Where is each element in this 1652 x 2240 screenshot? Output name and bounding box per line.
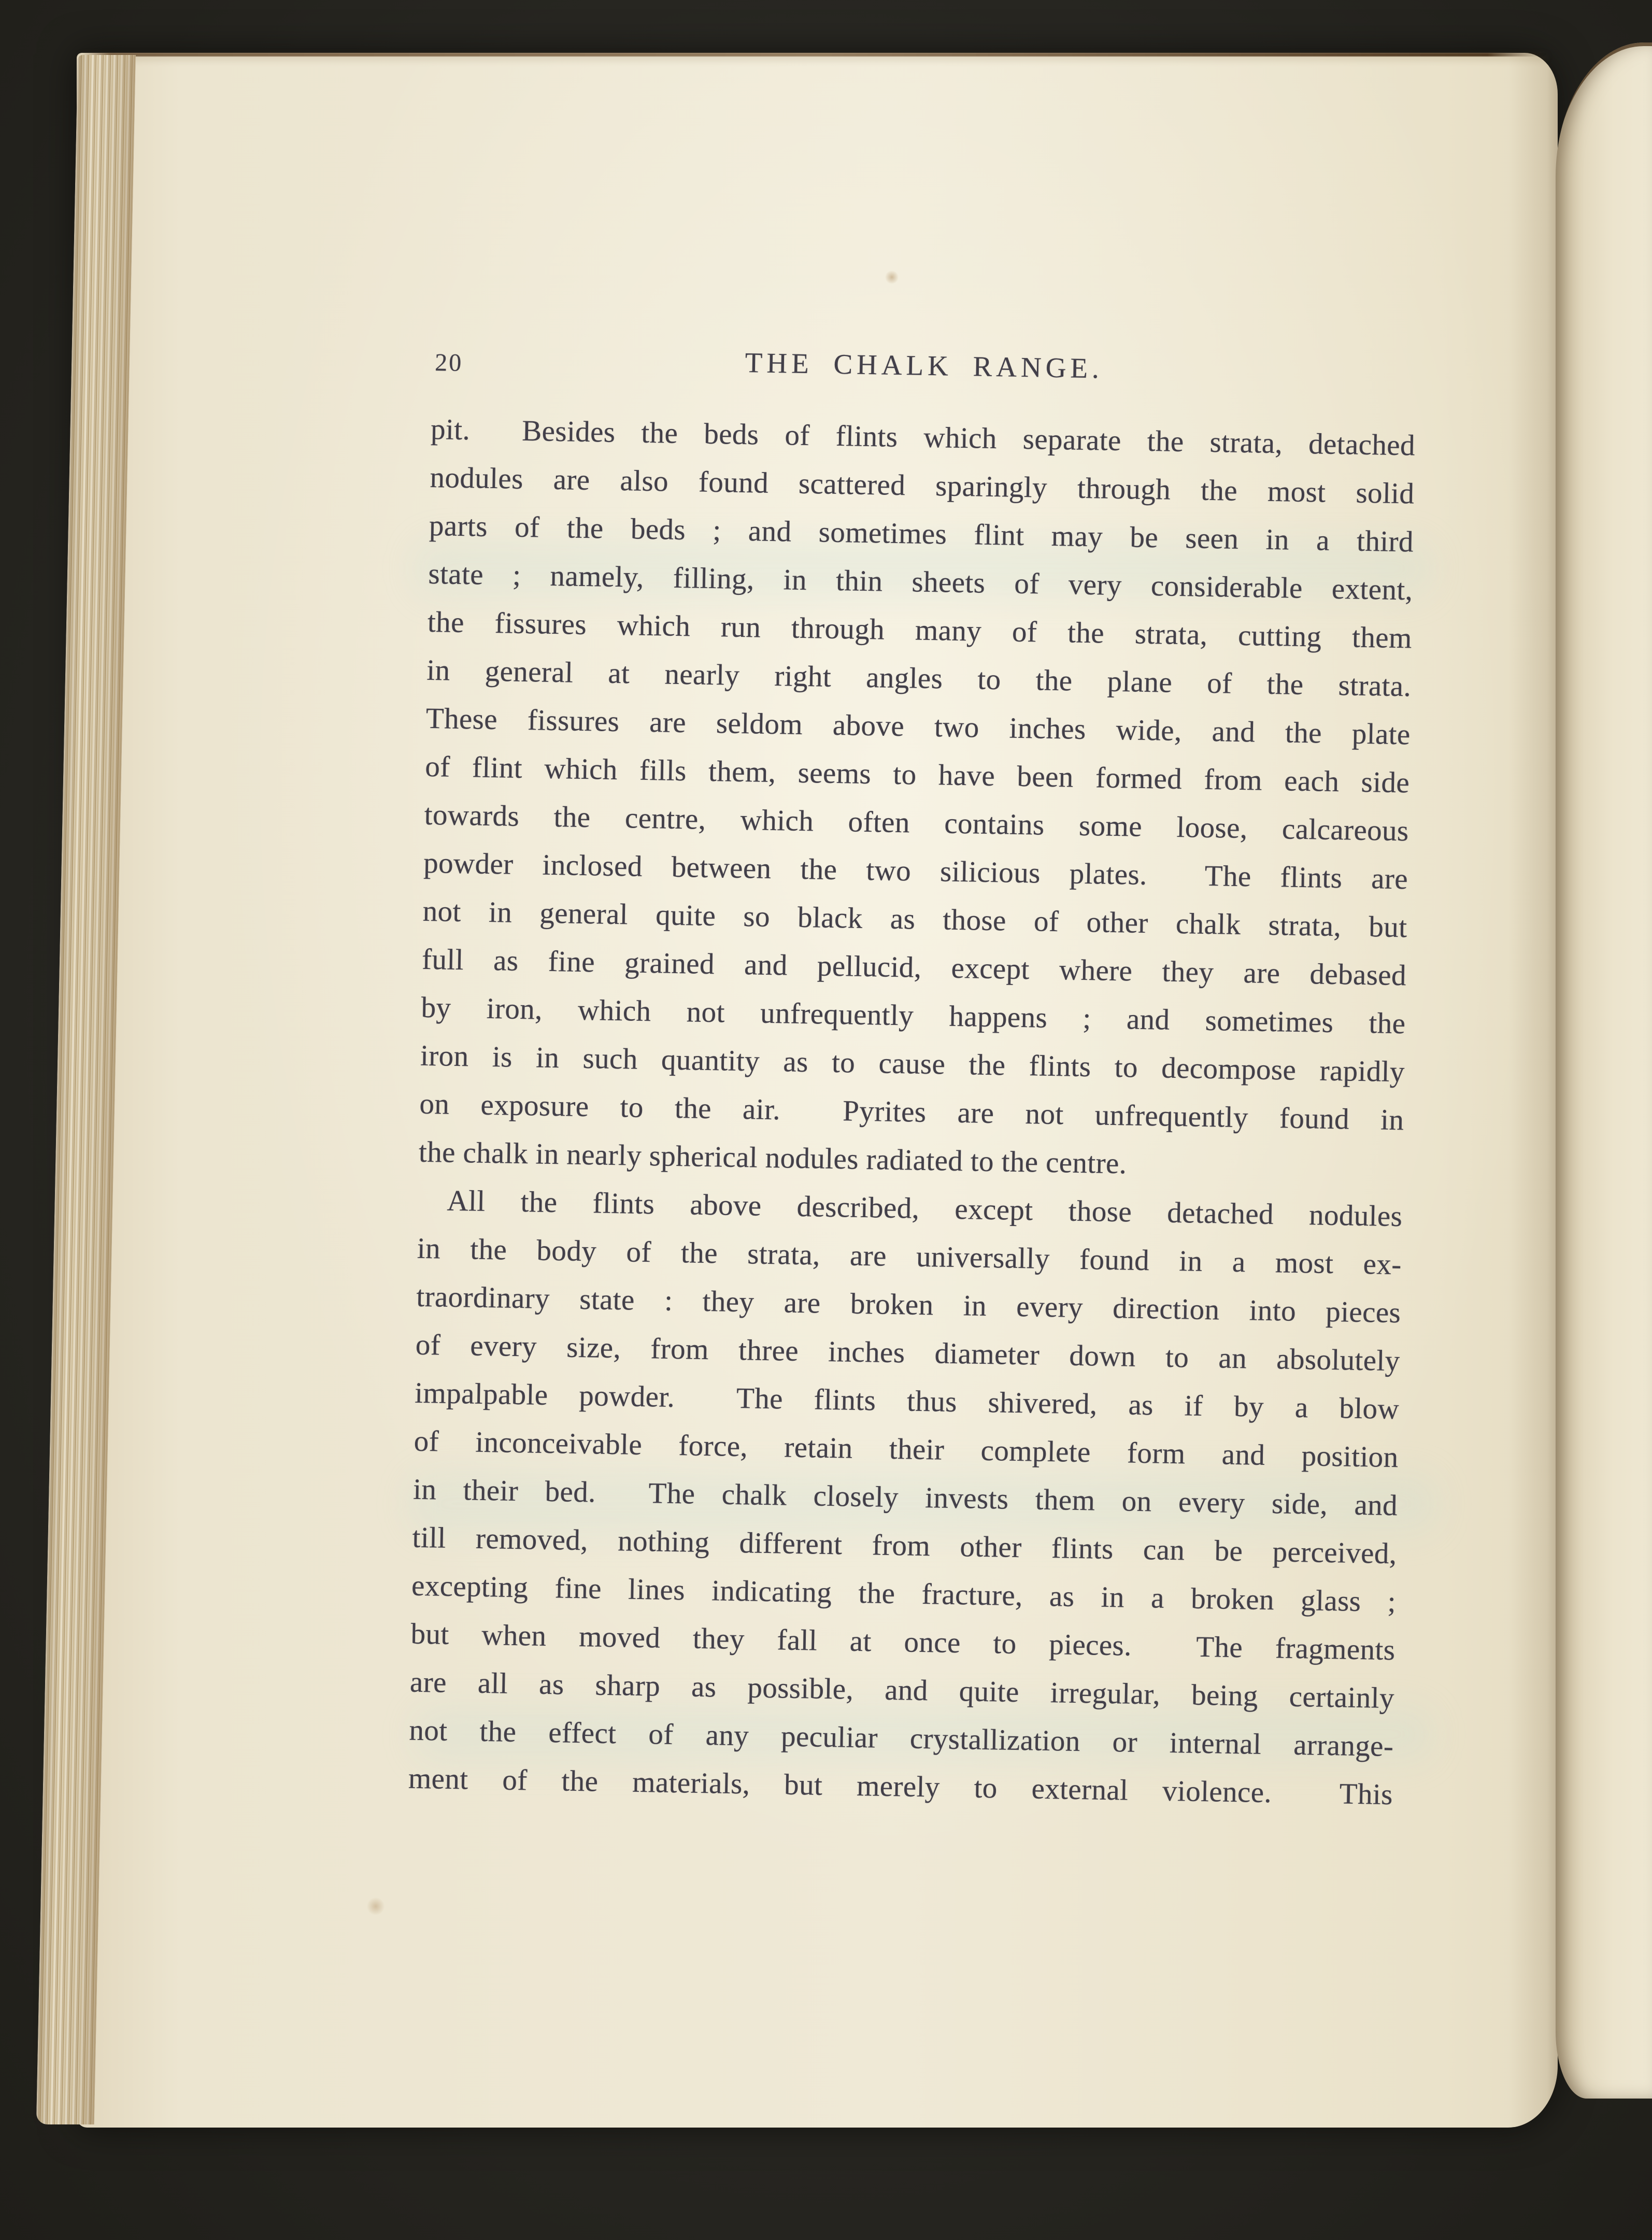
text-line: These fissures are seldom above two inches wide, and the plate: [425, 702, 1411, 751]
body-text: [408, 405, 1415, 1819]
text-line: of flint which fills them, seems to have been formed from each side: [424, 750, 1410, 800]
text-line: in the body of the strata, are universally found in a most ex-: [417, 1232, 1402, 1281]
text-line: All the flints above described, except those detached nodules: [446, 1184, 1403, 1233]
text-line: are all as sharp as possible, and quite irregular, being certainly: [409, 1665, 1395, 1715]
text-line: not the effect of any peculiar crystallization or internal arrange-: [409, 1714, 1394, 1763]
text-line: iron is in such quantity as to cause the flints to decompose rapidly: [420, 1039, 1405, 1089]
text-line: in their bed. The chalk closely invests them on every side, and: [412, 1473, 1398, 1522]
text-line: by iron, which not unfrequently happens ; and sometimes the: [421, 991, 1406, 1040]
foxing-spot: [885, 270, 899, 284]
text-line: state ; namely, filling, in thin sheets of very considerable extent,: [428, 557, 1413, 607]
text-line: in general at nearly right angles to the plane of the strata.: [426, 653, 1412, 703]
text-line: impalpable powder. The flints thus shivered, as if by a blow: [414, 1376, 1400, 1426]
text-line: the chalk in nearly spherical nodules radiated to the centre.: [418, 1135, 1127, 1180]
text-line: pit. Besides the beds of flints which separate the strata, detached: [430, 412, 1416, 462]
page-stack-edge: [36, 55, 136, 2124]
page-top-edge: [81, 53, 1546, 56]
text-line: traordinary state : they are broken in every direction into pieces: [416, 1280, 1401, 1330]
text-line: of inconceivable force, retain their complete form and position: [414, 1424, 1399, 1474]
text-line: but when moved they fall at once to pieces. The fragments: [410, 1617, 1395, 1667]
running-header: THE CHALK RANGE.: [745, 347, 1104, 384]
text-line: till removed, nothing different from other flints can be perceived,: [412, 1521, 1397, 1571]
text-line: not in general quite so black as those of other chalk strata, but: [422, 894, 1408, 944]
foxing-spot: [367, 1897, 384, 1915]
next-page-edge: [1556, 42, 1652, 2099]
book-page: [77, 53, 1558, 2128]
text-line: powder inclosed between the two silicious plates. The flints are: [423, 846, 1408, 896]
text-line: towards the centre, which often contains some loose, calcareous: [424, 798, 1409, 848]
text-line: nodules are also found scattered sparingly through the most solid: [430, 461, 1415, 510]
text-line: of every size, from three inches diameter down to an absolutely: [415, 1328, 1401, 1378]
text-line: the fissures which run through many of the strata, cutting them: [427, 605, 1413, 655]
text-line: excepting fine lines indicating the fracture, as in a broken glass ;: [411, 1569, 1397, 1619]
gutter-crease: [1508, 53, 1558, 2128]
text-line: on exposure to the air. Pyrites are not unfrequently found in: [419, 1087, 1404, 1137]
text-line: full as fine grained and pellucid, except where they are debased: [421, 943, 1407, 992]
text-line: parts of the beds ; and sometimes flint may be seen in a third: [429, 509, 1414, 559]
page-number: 20: [434, 349, 463, 377]
page-content: [408, 341, 1417, 1819]
text-line: ment of the materials, but merely to external violence. This: [408, 1762, 1393, 1811]
page-head: [432, 341, 1417, 395]
